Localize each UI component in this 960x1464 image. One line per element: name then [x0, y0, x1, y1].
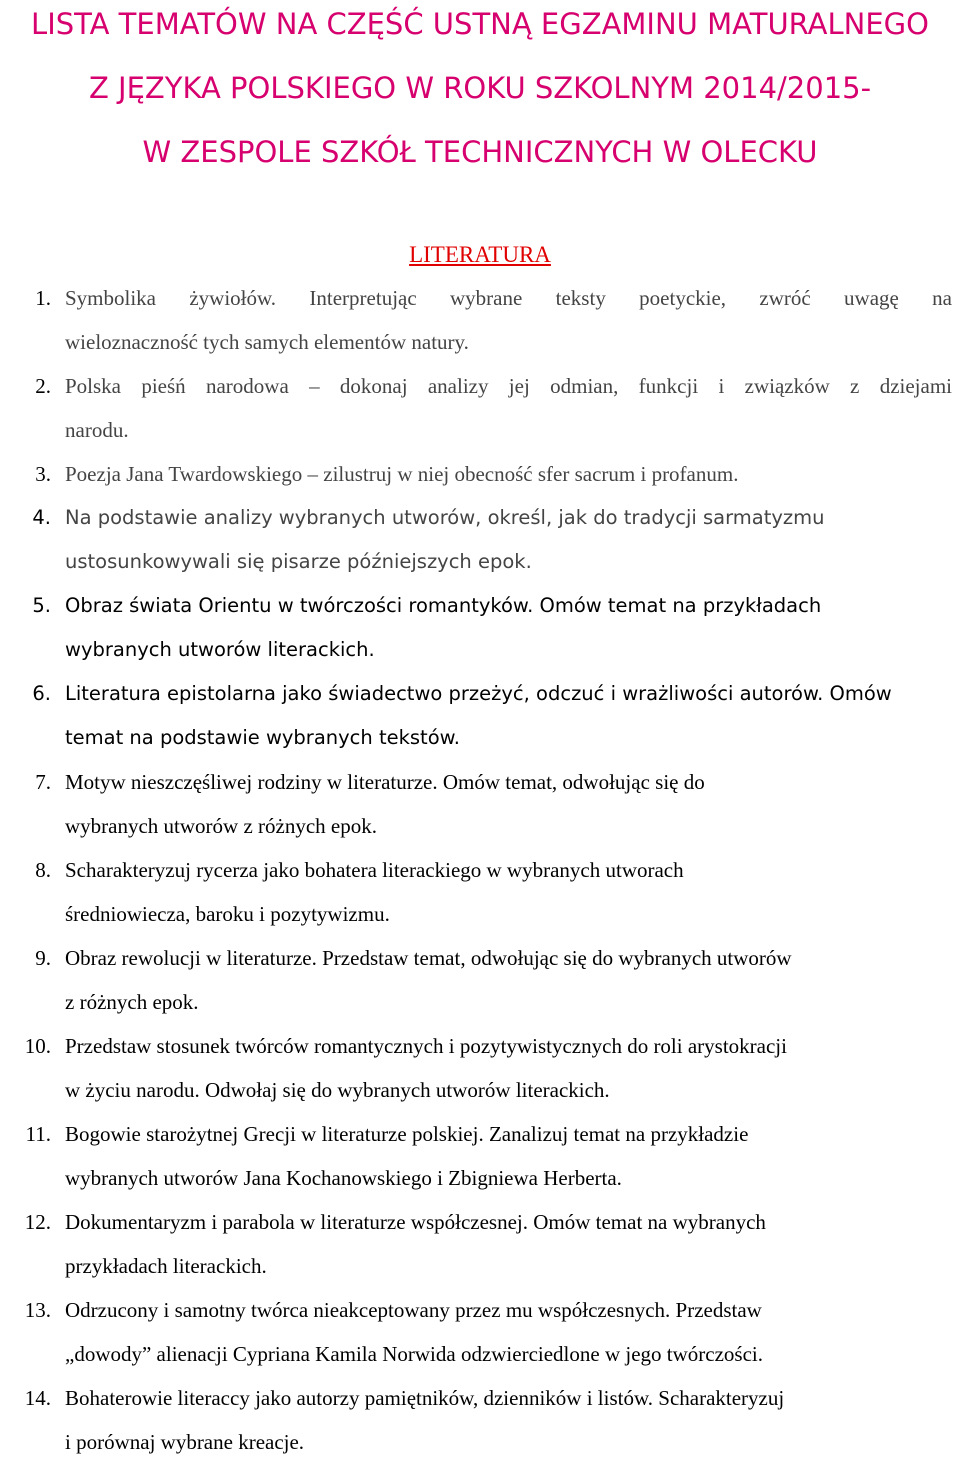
topic-number: 2.: [35, 374, 51, 398]
topic-text-line: Obraz rewolucji w literaturze. Przedstaw temat, odwołując się do wybranych utworów: [65, 946, 792, 970]
topic-text-line: Dokumentaryzm i parabola w literaturze współczesnej. Omów temat na wybranych: [65, 1210, 766, 1234]
topics-list: [0, 276, 960, 1464]
topic-item-13: [0, 1288, 960, 1376]
topic-item-7: [0, 760, 960, 848]
topic-number: 5.: [32, 594, 51, 617]
topic-number: 1.: [35, 286, 51, 310]
topic-item-6: [0, 672, 960, 760]
topic-text-line: przykładach literackich.: [65, 1254, 267, 1278]
topic-text-line: Bogowie starożytnej Grecji w literaturze polskiej. Zanalizuj temat na przykładzie: [65, 1122, 749, 1146]
topic-text-line: Motyw nieszczęśliwej rodziny w literaturze. Omów temat, odwołując się do: [65, 770, 705, 794]
title-line-1: LISTA TEMATÓW NA CZĘŚĆ USTNĄ EGZAMINU MATURALNEGO: [31, 7, 929, 41]
topic-text-line: wybranych utworów literackich.: [65, 638, 375, 661]
topic-number: 13.: [24, 1298, 51, 1322]
topic-text-line: Polska pieśń narodowa – dokonaj analizy jej odmian, funkcji i związków z dziejami: [65, 374, 952, 398]
topic-text-line: ustosunkowywali się pisarze późniejszych epok.: [65, 550, 532, 573]
topic-text-line: Poezja Jana Twardowskiego – zilustruj w niej obecność sfer sacrum i profanum.: [65, 462, 739, 486]
topic-number: 14.: [24, 1386, 51, 1410]
topic-item-3: [0, 452, 960, 496]
topic-item-2: [0, 364, 960, 452]
topic-item-8: [0, 848, 960, 936]
topic-number: 7.: [35, 770, 51, 794]
topic-text-line: Scharakteryzuj rycerza jako bohatera literackiego w wybranych utworach: [65, 858, 684, 882]
topic-text-line: Odrzucony i samotny twórca nieakceptowany przez mu współczesnych. Przedstaw: [65, 1298, 762, 1322]
topic-item-5: [0, 584, 960, 672]
topic-number: 8.: [35, 858, 51, 882]
topic-text-line: Obraz świata Orientu w twórczości romantyków. Omów temat na przykładach: [65, 594, 822, 617]
topic-text-line: wybranych utworów Jana Kochanowskiego i Zbigniewa Herberta.: [65, 1166, 622, 1190]
topic-text-line: i porównaj wybrane kreacje.: [65, 1430, 305, 1454]
topic-text-line: Bohaterowie literaccy jako autorzy pamiętników, dzienników i listów. Scharakteryzuj: [65, 1386, 785, 1410]
topic-number: 6.: [32, 682, 51, 705]
topic-text-line: wybranych utworów z różnych epok.: [65, 814, 377, 838]
topic-number: 11.: [25, 1122, 51, 1146]
topic-text-line: wieloznaczność tych samych elementów natury.: [65, 330, 469, 354]
topic-item-9: [0, 936, 960, 1024]
topic-number: 9.: [35, 946, 51, 970]
topic-item-11: [0, 1112, 960, 1200]
topic-text-line: „dowody” alienacji Cypriana Kamila Norwida odzwierciedlone w jego twórczości.: [65, 1342, 763, 1366]
topic-item-1: [0, 276, 960, 364]
topic-text-line: Przedstaw stosunek twórców romantycznych i pozytywistycznych do roli arystokracji: [65, 1034, 787, 1058]
topic-number: 12.: [24, 1210, 51, 1234]
topic-text-line: temat na podstawie wybranych tekstów.: [65, 726, 460, 749]
topic-number: 10.: [24, 1034, 51, 1058]
topic-text-line: w życiu narodu. Odwołaj się do wybranych utworów literackich.: [65, 1078, 610, 1102]
topic-text-line: Symbolika żywiołów. Interpretując wybrane teksty poetyckie, zwróć uwagę na: [65, 286, 952, 310]
topic-text-line: Na podstawie analizy wybranych utworów, określ, jak do tradycji sarmatyzmu: [65, 506, 825, 529]
topic-number: 3.: [35, 462, 51, 486]
topic-text-line: z różnych epok.: [65, 990, 199, 1014]
title-line-3: W ZESPOLE SZKÓŁ TECHNICZNYCH W OLECKU: [142, 135, 818, 169]
topic-item-10: [0, 1024, 960, 1112]
topic-item-12: [0, 1200, 960, 1288]
topic-text-line: narodu.: [65, 418, 129, 442]
topic-item-14: [0, 1376, 960, 1464]
section-heading-literatura: LITERATURA: [409, 242, 551, 267]
topic-text-line: średniowiecza, baroku i pozytywizmu.: [65, 902, 390, 926]
topic-text-line: Literatura epistolarna jako świadectwo przeżyć, odczuć i wrażliwości autorów. Omów: [65, 682, 892, 705]
topic-item-4: [0, 496, 960, 584]
title-line-2: Z JĘZYKA POLSKIEGO W ROKU SZKOLNYM 2014/2015-: [88, 71, 872, 105]
topic-number: 4.: [32, 506, 51, 529]
